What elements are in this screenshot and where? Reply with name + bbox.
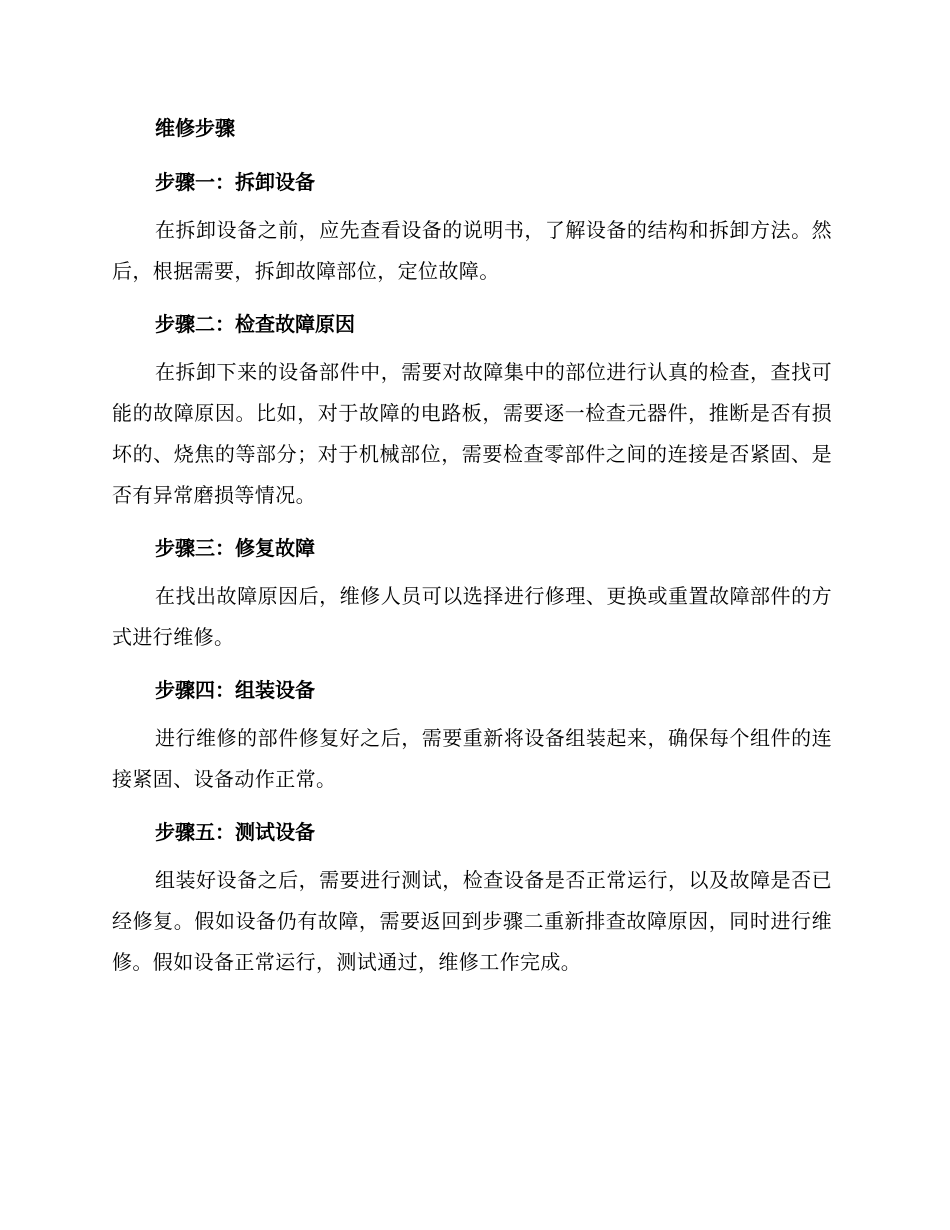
- step-heading: 步骤二：检查故障原因: [155, 312, 355, 336]
- step-body: 在拆卸下来的设备部件中，需要对故障集中的部位进行认真的检查，查找可能的故障原因。比如，对于故障的电路板，需要逐一检查元器件，推断是否有损坏的、烧焦的等部分；对于机械部位，需要检查零部件之间的连接是否紧固、是否有异常磨损等情况。: [112, 360, 832, 507]
- step-heading: 步骤五：测试设备: [155, 820, 315, 844]
- document-title: 维修步骤: [155, 116, 235, 140]
- step-body: 组装好设备之后，需要进行测试，检查设备是否正常运行，以及故障是否已经修复。假如设备仍有故障，需要返回到步骤二重新排查故障原因，同时进行维修。假如设备正常运行，测试通过，维修工作完成。: [112, 868, 832, 974]
- step-heading: 步骤四：组装设备: [155, 678, 315, 702]
- step-body: 在找出故障原因后，维修人员可以选择进行修理、更换或重置故障部件的方式进行维修。: [112, 584, 832, 649]
- step-body: 进行维修的部件修复好之后，需要重新将设备组装起来，确保每个组件的连接紧固、设备动作正常。: [112, 726, 832, 791]
- step-heading: 步骤三：修复故障: [155, 536, 315, 560]
- step-body: 在拆卸设备之前，应先查看设备的说明书，了解设备的结构和拆卸方法。然后，根据需要，拆卸故障部位，定位故障。: [112, 218, 832, 283]
- document-page: [112, 108, 832, 983]
- step-heading: 步骤一：拆卸设备: [155, 170, 315, 194]
